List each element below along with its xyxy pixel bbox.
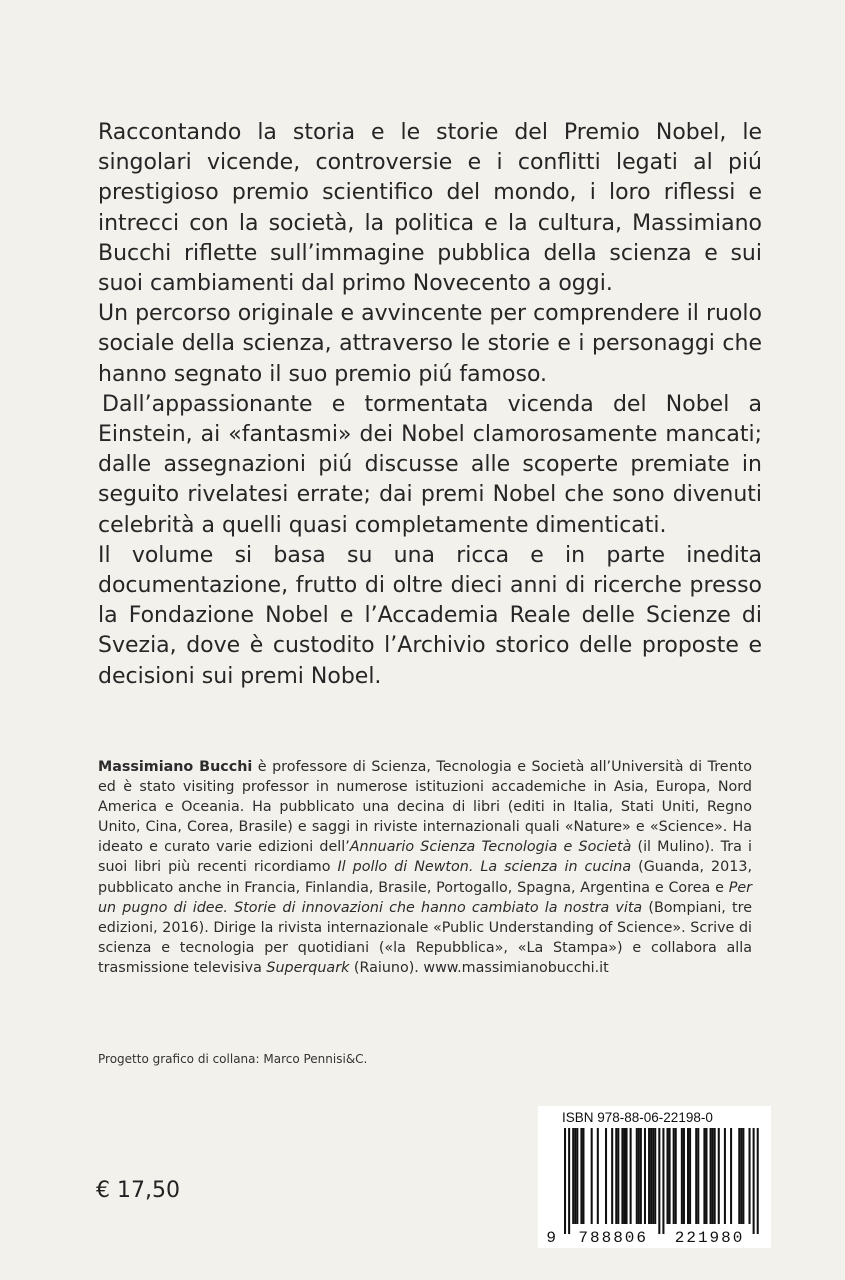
barcode-bar: [621, 1128, 623, 1224]
barcode-bar: [738, 1128, 740, 1224]
barcode-bar: [697, 1128, 699, 1224]
isbn-barcode: [538, 1106, 771, 1248]
blurb-paragraph-2: Un percorso originale e avvincente per comprendere il ruolo sociale della scienza, attraverso le storie e i personaggi che hanno segnato il suo premio piú famoso.: [98, 301, 762, 387]
barcode-bar: [718, 1128, 720, 1224]
barcode-bar: [742, 1128, 744, 1224]
barcode-digits: 788806: [578, 1229, 649, 1247]
author-name: Massimiano Bucchi: [98, 759, 253, 775]
blurb-paragraph-4: Il volume si basa su una ricca e in parte inedita documentazione, frutto di oltre dieci anni di ricerche presso la Fondazione Nobel e l’Accademia Reale delle Scienze di Svezia, dove è custodito l’Archivio storico delle proposte e decisioni sui premi Nobel.: [98, 542, 762, 689]
barcode-bar: [714, 1128, 716, 1224]
bio-text-5: (Raiuno). www.massimianobucchi.it: [349, 959, 609, 976]
barcode-bar: [749, 1128, 751, 1224]
bio-title-pollo: Il pollo di Newton. La scienza in cucina: [337, 859, 632, 876]
barcode-bar: [681, 1128, 683, 1224]
barcode-bar: [644, 1128, 646, 1224]
barcode-bar: [730, 1128, 732, 1224]
author-bio: [98, 757, 752, 978]
barcode-bar: [574, 1128, 576, 1224]
barcode-bar: [740, 1128, 742, 1224]
barcode-bar: [617, 1128, 619, 1224]
barcode-bar: [591, 1128, 593, 1224]
barcode-bar: [582, 1128, 584, 1224]
back-cover-blurb: [98, 118, 762, 692]
isbn-label: ISBN 978-88-06-22198-0: [562, 1110, 713, 1125]
barcode-bar: [662, 1128, 664, 1234]
barcode-bar: [650, 1128, 652, 1224]
barcode-bar: [757, 1128, 759, 1234]
barcode-bar: [611, 1128, 613, 1224]
bio-text-1: è professore di Scienza, Tecnologia e Società all’Università di Trento ed è stato visiting professor in numerose istituzioni accademiche in Asia, Europa, Nord America e Oceania. Ha pubblicato una decina di libri (editi in Italia, Stati Uniti, Regno Unito, Cina, Corea, Brasile) e saggi in riviste internazionali quali «Nature» e «Science». Ha ideato e curato varie edizioni dell’: [98, 759, 752, 856]
blurb-paragraph-1: Raccontando la storia e le storie del Premio Nobel, le singolari vicende, controversie e i conflitti legati al piú prestigioso premio scientifico del mondo, i loro riflessi e intrecci con la società, la politica e la cultura, Massimiano Bucchi riflette sull’immagine pubblica della scienza e sui suoi cambiamenti dal primo Novecento a oggi.: [98, 120, 762, 297]
barcode-bar: [654, 1128, 656, 1224]
barcode-bar: [640, 1128, 642, 1224]
barcode-bar: [753, 1128, 755, 1234]
barcode-bar: [687, 1128, 689, 1224]
barcode-bar: [605, 1128, 607, 1224]
design-credit: Progetto grafico di collana: Marco Pennisi&C.: [98, 1052, 368, 1066]
barcode-bar: [724, 1128, 726, 1224]
barcode-bar: [710, 1128, 712, 1224]
barcode-bar: [597, 1128, 599, 1224]
bio-title-pugno: Per un pugno di idee. Storie di innovazioni che hanno cambiato la nostra vita: [98, 879, 752, 916]
barcode-bar: [564, 1128, 566, 1234]
barcode-bar: [623, 1128, 625, 1224]
bio-text-2: (il Mulino). Tra i suoi libri più recenti ricordiamo: [98, 839, 753, 876]
barcode-bar: [568, 1128, 570, 1234]
barcode-bar: [652, 1128, 654, 1224]
bio-text-4: (Bompiani, tre edizioni, 2016). Dirige la rivista internazionale «Public Understanding of Science». Scrive di scienza e tecnologia per quotidiani («la Repubblica», «La Stampa») e collabora alla trasmissione televisiva: [98, 899, 752, 976]
barcode-bar: [615, 1128, 617, 1224]
barcode-bar: [630, 1128, 632, 1224]
barcode-bar: [695, 1128, 697, 1224]
barcode-bar: [580, 1128, 582, 1224]
barcode-bar: [683, 1128, 685, 1224]
barcode-bar: [667, 1128, 669, 1224]
barcode-graphic: [538, 1106, 771, 1248]
bio-title-annuario: Annuario Scienza Tecnologia e Società: [349, 839, 632, 856]
barcode-digits: 221980: [674, 1229, 745, 1247]
barcode-bar: [658, 1128, 660, 1234]
barcode-bar: [673, 1128, 675, 1224]
bio-title-superquark: Superquark: [266, 959, 350, 976]
price-label: € 17,50: [96, 1178, 180, 1203]
barcode-bar: [689, 1128, 691, 1224]
barcode-bar: [638, 1128, 640, 1224]
barcode-bar: [626, 1128, 628, 1224]
barcode-bar: [572, 1128, 574, 1224]
blurb-paragraph-3: Dall’appassionante e tormentata vicenda del Nobel a Einstein, ai «fantasmi» dei Nobel clamorosamente mancati; dalle assegnazioni piú discusse alle scoperte premiate in seguito rivelatesi errate; dai premi Nobel che sono divenuti celebrità a quelli quasi completamente dimenticati.: [98, 391, 762, 538]
bio-text-3: (Guanda, 2013, pubblicato anche in Francia, Finlandia, Brasile, Portogallo, Spagna, Argentina e Corea e: [98, 859, 752, 896]
barcode-bar: [705, 1128, 707, 1224]
barcode-bar: [669, 1128, 671, 1224]
barcode-bar: [675, 1128, 677, 1224]
barcode-bar: [636, 1128, 638, 1224]
barcode-bar: [703, 1128, 705, 1224]
barcode-digits: 9: [546, 1229, 558, 1247]
barcode-bar: [576, 1128, 578, 1224]
barcode-bar: [712, 1128, 714, 1224]
barcode-bar: [648, 1128, 650, 1224]
